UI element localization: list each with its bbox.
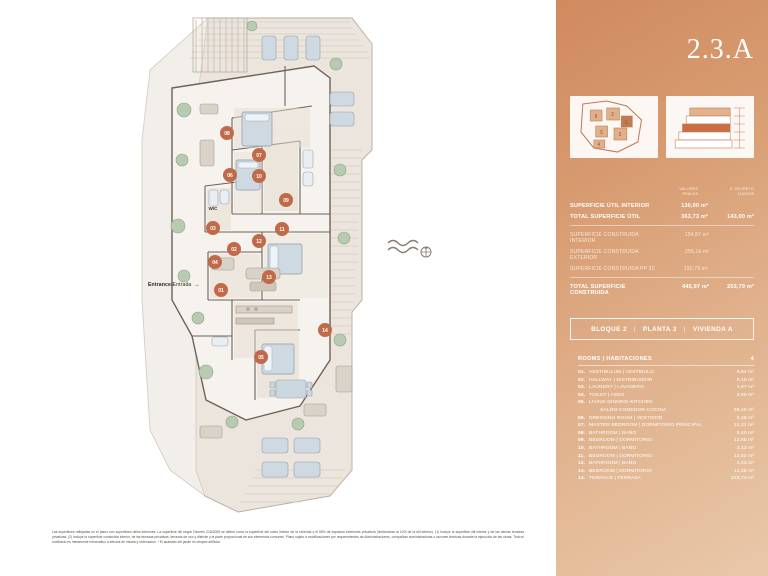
areas-col1-header: [652, 186, 698, 196]
area-row-label: TOTAL SUPERFICIE ÚTIL: [570, 213, 641, 220]
area-row: [570, 246, 754, 263]
unit-identifier-bar: [570, 318, 754, 340]
room-number: [578, 407, 589, 415]
area-row: [570, 211, 754, 222]
room-number: 11.: [578, 453, 585, 459]
entrance-label: [148, 282, 200, 288]
room-area: 3,43 m²: [736, 445, 754, 451]
room-row: [578, 369, 754, 377]
areas-col2-header-line1: S. DECRETO: [729, 186, 754, 191]
room-area: 12,62 m²: [733, 453, 754, 459]
thumbnails-row: [570, 96, 754, 158]
room-label: VESTIBULUM | VESTÍBULO: [589, 370, 654, 375]
room-area: 39,40 m²: [733, 407, 754, 413]
room-label: HALLWAY | DISTRIBUIDOR: [589, 377, 653, 383]
rooms-header-label: ROOMS | HABITACIONES: [578, 356, 652, 362]
svg-text:07: 07: [256, 153, 262, 159]
divider: [578, 365, 754, 366]
room-number: 03.: [578, 385, 586, 391]
entrance-label-en: Entrance: [148, 282, 171, 288]
area-row-value-1: 190,79 m²: [683, 265, 708, 272]
svg-text:03: 03: [210, 226, 216, 232]
bloque-label: BLOQUE 2: [591, 325, 627, 333]
room-row: [578, 415, 754, 423]
dining-set: [270, 380, 312, 398]
svg-text:02: 02: [231, 247, 237, 253]
svg-text:10: 10: [256, 174, 262, 180]
room-label: MASTER BEDROOM | DORMITORIO PRINCIPAL: [589, 423, 703, 429]
room-row: [578, 445, 754, 453]
room-area: 9,18 m²: [736, 377, 754, 383]
svg-text:04: 04: [212, 260, 218, 266]
svg-text:6: 6: [594, 114, 598, 121]
room-row: [578, 475, 754, 483]
divider: [570, 225, 754, 226]
svg-text:3: 3: [618, 132, 622, 139]
info-panel: [556, 0, 768, 576]
divider: [570, 277, 754, 278]
rooms-table-header: [578, 356, 754, 365]
areas-col2-header: [708, 186, 754, 196]
vivienda-label: VIVIENDA A: [692, 325, 733, 333]
area-row-value-2: 203,79 m²: [727, 283, 755, 290]
areas-col2-header-line2: 218/2005: [737, 191, 754, 196]
room-row-continuation: [578, 407, 754, 415]
room-row: [578, 392, 754, 400]
svg-text:06: 06: [227, 173, 233, 179]
room-number: 09.: [578, 438, 586, 444]
svg-text:12: 12: [256, 239, 262, 245]
room-row: [578, 377, 754, 385]
area-row-value-2: 143,00 m²: [727, 213, 754, 220]
room-area: [714, 399, 754, 407]
entrance-label-es: /Entrada: [171, 282, 192, 288]
svg-text:09: 09: [283, 198, 289, 204]
room-label: BEDROOM | DORMITORIO: [589, 468, 652, 474]
room-label: DRESSING ROOM | VESTIDOR: [589, 415, 663, 421]
room-number: 14.: [578, 476, 586, 482]
planta-label: PLANTA 3: [643, 325, 677, 333]
svg-text:1: 1: [625, 120, 628, 127]
entrance-arrow-icon: →: [194, 282, 200, 288]
separator: |: [683, 325, 686, 333]
wc-label: W/C: [208, 206, 218, 211]
area-row-value-1: 255,16 m²: [685, 248, 710, 255]
room-area: 12,66 m²: [733, 438, 754, 444]
rooms-header-value: 4: [750, 356, 754, 362]
svg-text:14: 14: [322, 328, 328, 334]
room-number: 13.: [578, 468, 586, 474]
room-area: 9,94 m²: [736, 370, 754, 375]
rooms-table: [578, 356, 754, 483]
room-number: 07.: [578, 423, 586, 429]
area-row: [570, 263, 754, 274]
room-row: [578, 399, 754, 407]
areas-table: [570, 186, 754, 298]
site-plan-thumbnail[interactable]: [570, 96, 658, 158]
building-elevation-thumbnail[interactable]: [666, 96, 754, 158]
room-area: 1,97 m²: [736, 385, 754, 391]
room-area: 11,28 m²: [734, 468, 754, 474]
room-row: [578, 430, 754, 438]
room-label: BATHROOM | BAÑO: [589, 445, 637, 451]
room-number: 08.: [578, 430, 586, 436]
areas-table-header: [570, 186, 754, 200]
areas-col1-header-line1: VALORES: [679, 186, 698, 191]
room-number: 02.: [578, 377, 586, 383]
area-row-label: SUPERFICIE CONSTRUIDA EXTERIOR: [570, 248, 639, 261]
room-row: [578, 384, 754, 392]
area-row-label: SUPERFICIE CONSTRUIDA INTERIOR: [570, 231, 639, 244]
legal-disclaimer: Las superficies reflejadas en el plano son superficies útiles interiores. La superficie útil según Decreto 218/2005 se define como la superficie del suelo interior de la vivienda y el 50% de espacios exteriores privativos (limitándose al 10% de la útil interior). (1) Incluye la superficie útil interior y de las demás terrazas privativas. (2) Incluye la superficie construida interior, de las terrazas privativas, terrazas de uso y disfrute y la parte proporcional de sus elementos comunes. Plano sujeto a modificaciones por requerimientos de Administraciones, compañías suministradoras o razones técnicas durante la ejecución de las obras. Todo el mobiliario es meramente informativo a efectos de escala y ordenación. * El acabado del jardín es césped artificial.: [52, 530, 524, 544]
room-label: BEDROOM | DORMITORIO: [589, 453, 652, 459]
room-area: 2,90 m²: [736, 392, 754, 398]
area-row-value-1: 130,00 m²: [681, 202, 708, 209]
area-row-label: SUPERFICIE CONSTRUIDA PP 2C: [570, 265, 656, 272]
room-row: [578, 460, 754, 468]
room-label: TOILET | ASEO: [589, 392, 625, 398]
separator: |: [633, 325, 637, 333]
room-row: [578, 468, 754, 476]
room-label: BEDROOM | DORMITORIO: [589, 438, 652, 444]
room-number: 04.: [578, 392, 586, 398]
room-area: 12,31 m²: [733, 423, 754, 429]
room-number: 05.: [578, 400, 586, 406]
svg-text:5: 5: [600, 130, 603, 137]
room-number: 12.: [578, 461, 586, 467]
area-row-value-1: 363,73 m²: [681, 213, 708, 220]
svg-text:2: 2: [611, 112, 614, 119]
room-area: 5,48 m²: [736, 415, 754, 421]
area-row-label: TOTAL SUPERFICIE CONSTRUIDA: [570, 283, 626, 296]
waves-icon: [386, 234, 432, 262]
room-row: [578, 453, 754, 461]
room-label: BATHROOM | BAÑO: [589, 430, 637, 436]
room-label: TERRACE | TERRAZA: [589, 476, 641, 482]
page-title: 2.3.A: [686, 34, 754, 65]
room-area: 3,43 m²: [736, 461, 754, 467]
area-row-value-1: 445,97 m²: [682, 283, 709, 290]
svg-text:13: 13: [266, 275, 272, 281]
svg-text:4: 4: [597, 142, 601, 149]
area-row: [570, 229, 754, 246]
area-row-value-1: 154,87 m²: [684, 231, 709, 238]
area-row: [570, 200, 754, 211]
svg-text:01: 01: [218, 288, 224, 294]
room-label: LAUNDRY | LAVADERO: [589, 385, 644, 391]
room-number: 01.: [578, 370, 586, 375]
room-label: SALÓN-COMEDOR-COCINA: [600, 407, 667, 413]
area-row: [570, 281, 754, 298]
area-row-label: SUPERFICIE ÚTIL INTERIOR: [570, 202, 650, 209]
room-area: 233,73 m²: [731, 476, 754, 482]
room-row: [578, 422, 754, 430]
room-number: 06.: [578, 415, 586, 421]
svg-text:08: 08: [224, 131, 230, 137]
room-area: 5,40 m²: [736, 430, 754, 436]
areas-col1-header-line2: REALES: [682, 191, 698, 196]
room-number: 10.: [578, 445, 586, 451]
room-label: BATHROOM | BAÑO: [589, 461, 637, 467]
svg-text:11: 11: [279, 227, 285, 233]
room-row: [578, 437, 754, 445]
room-label: LIVING-DINNING-KITCHEN: [589, 400, 653, 406]
svg-text:05: 05: [258, 355, 264, 361]
